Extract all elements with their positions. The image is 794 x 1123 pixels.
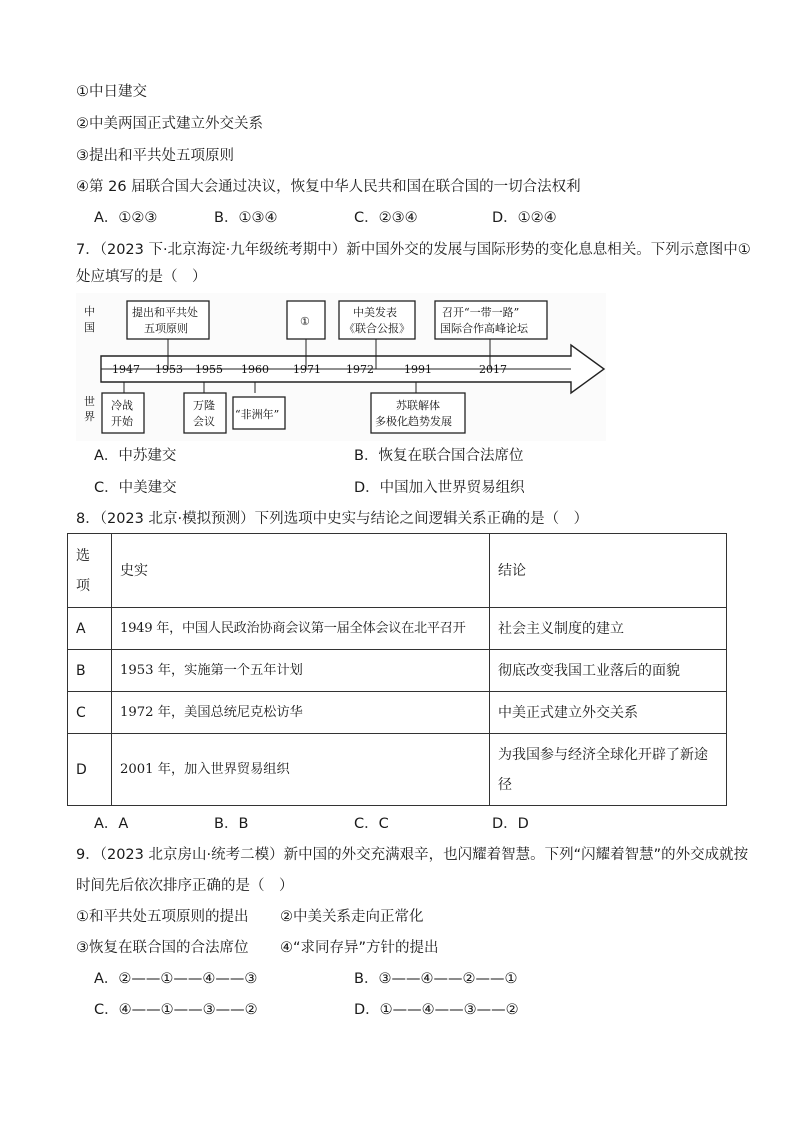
china-box-1-line2: 五项原则 — [144, 322, 188, 335]
table-header-row — [68, 534, 727, 608]
q9-option-b[interactable]: B．③——④——②——① — [354, 971, 518, 987]
year-1960: 1960 — [241, 363, 269, 376]
q6-option-c[interactable]: C．②③④ — [354, 210, 418, 226]
row-label-world-1: 世 — [84, 395, 95, 408]
q9-option-d[interactable]: D．①——④——③——② — [354, 1002, 519, 1018]
q7-option-c[interactable]: C．中美建交 — [94, 480, 177, 496]
q6-item-4: ④第 26 届联合国大会通过决议，恢复中华人民共和国在联合国的一切合法权利 — [76, 179, 581, 195]
world-box-4-line2: 多极化趋势发展 — [375, 415, 452, 428]
q8-option-b[interactable]: B．B — [214, 816, 249, 832]
row-option: B — [68, 650, 112, 692]
row-fact: 1949 年，中国人民政治协商会议第一届全体会议在北平召开 — [112, 608, 490, 650]
q9-option-a[interactable]: A．②——①——④——③ — [94, 971, 258, 987]
year-1955: 1955 — [195, 363, 223, 376]
row-conclusion — [490, 734, 727, 806]
row-option: A — [68, 608, 112, 650]
q7-option-a[interactable]: A．中苏建交 — [94, 448, 177, 464]
table-row — [68, 692, 727, 734]
q9-item-2: ②中美关系走向正常化 — [280, 909, 424, 925]
q9-option-c[interactable]: C．④——①——③——② — [94, 1002, 258, 1018]
row-label-china-2: 国 — [84, 321, 95, 334]
row-conclusion: 中美正式建立外交关系 — [490, 692, 727, 734]
row-option: D — [68, 734, 112, 806]
q8-stem: 8．（2023 北京·模拟预测）下列选项中史实与结论之间逻辑关系正确的是（ ） — [76, 511, 589, 527]
world-box-2-line1: 万隆 — [193, 399, 215, 412]
table-row — [68, 608, 727, 650]
q8-option-a[interactable]: A．A — [94, 816, 129, 832]
header-option — [68, 534, 112, 608]
row-fact: 1953 年，实施第一个五年计划 — [112, 650, 490, 692]
row-fact: 1972 年，美国总统尼克松访华 — [112, 692, 490, 734]
q6-item-3: ③提出和平共处五项原则 — [76, 148, 234, 164]
q6-item-2: ②中美两国正式建立外交关系 — [76, 116, 263, 132]
world-box-4-line1: 苏联解体 — [396, 399, 440, 412]
china-box-3-line1: 中美发表 — [353, 306, 397, 319]
year-2017: 2017 — [479, 363, 507, 376]
row-conclusion: 社会主义制度的建立 — [490, 608, 727, 650]
q6-option-d[interactable]: D．①②④ — [492, 210, 557, 226]
china-box-1-line1: 提出和平共处 — [132, 306, 198, 319]
china-box-3-line2: 《联合公报》 — [344, 322, 410, 335]
header-fact: 史实 — [112, 534, 490, 608]
q9-item-1: ①和平共处五项原则的提出 — [76, 909, 249, 925]
row-conclusion: 彻底改变我国工业落后的面貌 — [490, 650, 727, 692]
header-option-line2: 项 — [76, 577, 90, 594]
header-option-line1: 选 — [76, 547, 90, 564]
year-1972: 1972 — [346, 363, 374, 376]
row-fact: 2001 年，加入世界贸易组织 — [112, 734, 490, 806]
world-box-1-line1: 冷战 — [111, 399, 133, 412]
q9-item-4: ④“求同存异”方针的提出 — [280, 940, 439, 956]
china-box-4-line1: 召开“一带一路” — [442, 306, 520, 319]
q8-table — [67, 533, 727, 806]
world-box-2-line2: 会议 — [193, 415, 215, 428]
world-box-1-line2: 开始 — [111, 415, 133, 428]
q7-option-d[interactable]: D．中国加入世界贸易组织 — [354, 480, 525, 496]
q7-stem-cont: 处应填写的是（ ） — [76, 269, 207, 285]
table-row — [68, 650, 727, 692]
row-conclusion-line1: 为我国参与经济全球化开辟了新途 — [498, 746, 708, 763]
row-label-world-2: 界 — [84, 410, 95, 423]
year-1947: 1947 — [112, 363, 140, 376]
year-1971: 1971 — [293, 363, 321, 376]
row-conclusion-line2: 径 — [498, 776, 512, 793]
q9-stem: 9．（2023 北京房山·统考二模）新中国的外交充满艰辛，也闪耀着智慧。下列“闪耀着智慧”的外交成就按 — [76, 847, 749, 863]
q6-option-a[interactable]: A．①②③ — [94, 210, 158, 226]
q8-option-d[interactable]: D．D — [492, 816, 529, 832]
row-label-china-1: 中 — [84, 305, 95, 318]
q9-stem-cont: 时间先后依次排序正确的是（ ） — [76, 878, 294, 894]
q9-item-3: ③恢复在联合国的合法席位 — [76, 940, 249, 956]
q7-stem: 7．（2023 下·北京海淀·九年级统考期中）新中国外交的发展与国际形势的变化息息相关。下列示意图中① — [76, 242, 751, 258]
world-box-3-label: “非洲年” — [235, 408, 280, 421]
year-1991: 1991 — [404, 363, 432, 376]
table-row — [68, 734, 727, 806]
q7-timeline-diagram — [76, 293, 606, 441]
row-option: C — [68, 692, 112, 734]
china-box-4-line2: 国际合作高峰论坛 — [440, 322, 528, 335]
year-1953: 1953 — [155, 363, 183, 376]
q6-item-1: ①中日建交 — [76, 84, 147, 100]
q6-option-b[interactable]: B．①③④ — [214, 210, 278, 226]
china-box-2-label: ① — [300, 315, 310, 328]
header-conclusion: 结论 — [490, 534, 727, 608]
q8-option-c[interactable]: C．C — [354, 816, 389, 832]
q7-option-b[interactable]: B．恢复在联合国合法席位 — [354, 448, 524, 464]
